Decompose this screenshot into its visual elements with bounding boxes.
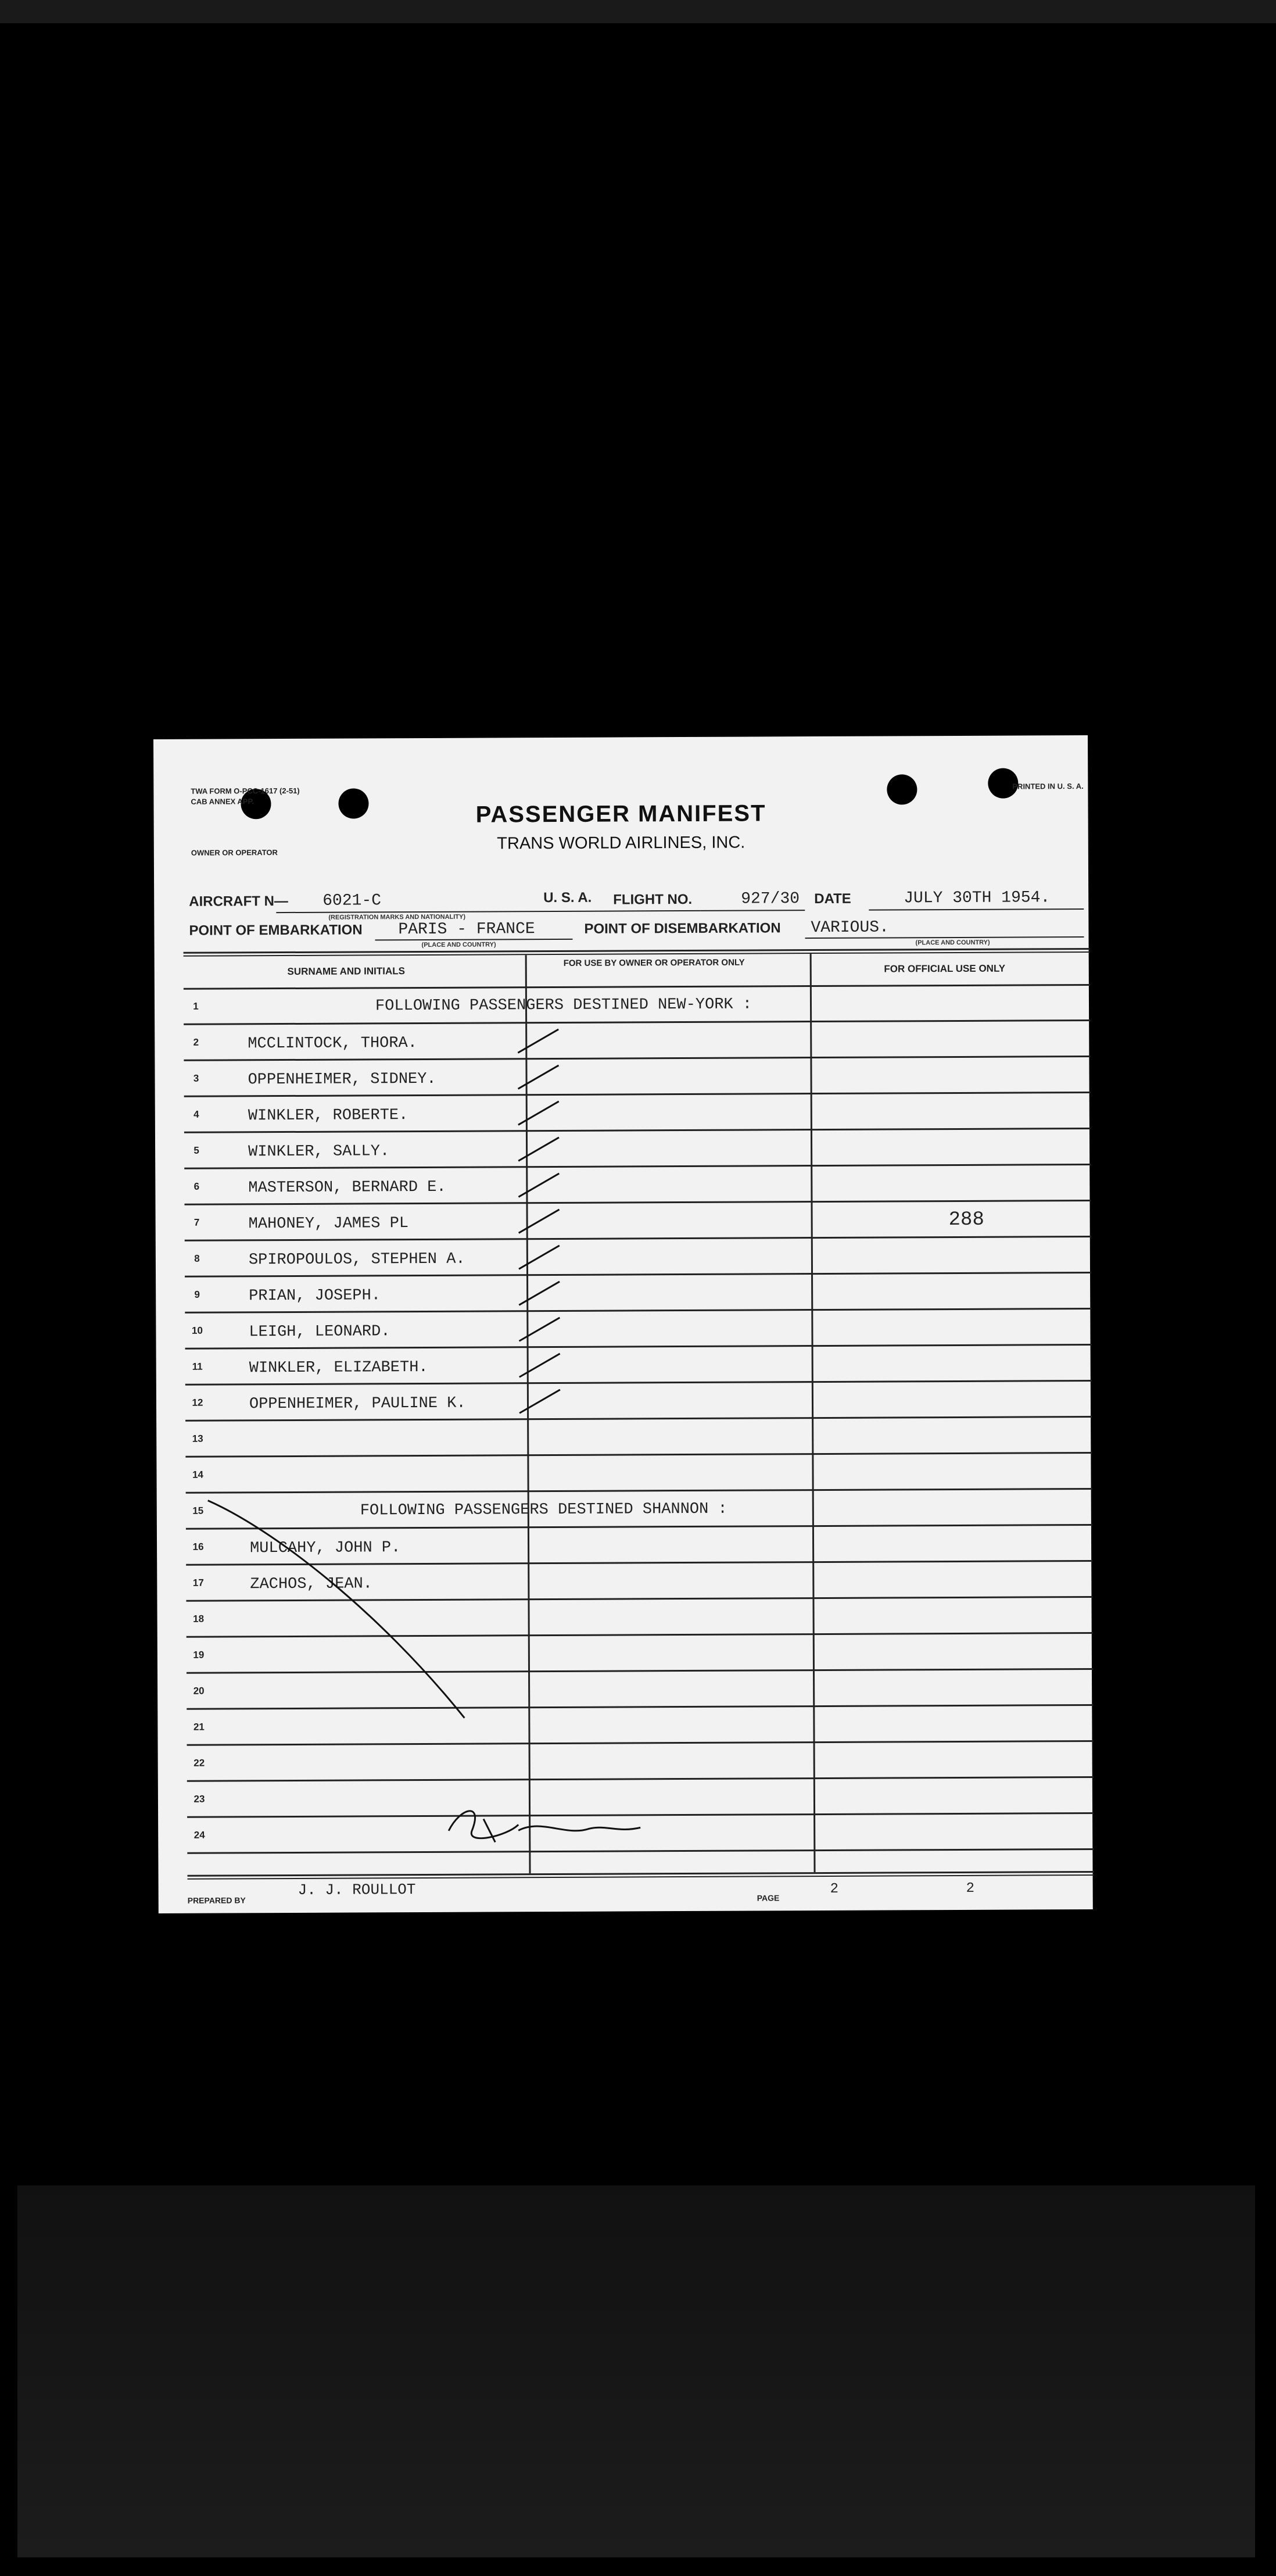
- passenger-name: WINKLER, SALLY.: [248, 1143, 390, 1161]
- flight-number: 927/30: [741, 890, 800, 908]
- row-number: 24: [193, 1829, 205, 1841]
- check-mark: [519, 1210, 560, 1233]
- row-number: 9: [194, 1289, 200, 1300]
- check-mark: [519, 1282, 560, 1305]
- flight-label: FLIGHT NO.: [613, 891, 693, 908]
- row-number: 23: [193, 1793, 205, 1805]
- manifest-page: [153, 735, 1093, 1913]
- check-mark: [519, 1318, 560, 1341]
- prepared-by-value: J. J. ROULLOT: [298, 1881, 416, 1899]
- row-number: 18: [193, 1613, 205, 1625]
- embarkation-value: PARIS - FRANCE: [398, 920, 535, 939]
- row-number: 5: [193, 1144, 199, 1156]
- handwritten-marks: [153, 735, 1093, 1913]
- official-use-entry: 288: [948, 1208, 984, 1232]
- row-number: 3: [193, 1072, 199, 1084]
- passenger-name: MCCLINTOCK, THORA.: [248, 1035, 418, 1053]
- passenger-name: SPIROPOULOS, STEPHEN A.: [248, 1250, 465, 1269]
- cab-approval: CAB ANNEX APP.: [191, 797, 255, 806]
- check-mark: [519, 1354, 560, 1377]
- row-number: 21: [193, 1721, 205, 1733]
- page-total: 2: [966, 1880, 975, 1897]
- check-mark: [518, 1065, 558, 1089]
- prepared-by-label: PREPARED BY: [187, 1895, 246, 1905]
- form-number: TWA FORM O-PCC-1617 (2-51): [191, 786, 300, 796]
- aircraft-label: AIRCRAFT N—: [189, 893, 288, 910]
- check-mark: [518, 1101, 559, 1125]
- check-mark: [519, 1246, 560, 1269]
- row-number: 19: [193, 1649, 205, 1661]
- diagonal-strike-line: [208, 1500, 465, 1719]
- check-mark: [518, 1029, 558, 1053]
- row-number: 16: [192, 1541, 204, 1552]
- page-title: PASSENGER MANIFEST: [475, 800, 766, 828]
- passenger-name: MASTERSON, BERNARD E.: [248, 1178, 446, 1197]
- row-number: 10: [191, 1325, 203, 1336]
- owner-label: OWNER OR OPERATOR: [191, 848, 278, 857]
- passenger-name: OPPENHEIMER, PAULINE K.: [249, 1394, 466, 1414]
- row-number: 14: [192, 1469, 204, 1480]
- destination-notice: FOLLOWING PASSENGERS DESTINED NEW-YORK :: [375, 996, 752, 1015]
- passenger-name: WINKLER, ROBERTE.: [248, 1107, 408, 1125]
- date-label: DATE: [814, 890, 851, 907]
- scan-top-band: [0, 0, 1276, 23]
- column-header-surname: SURNAME AND INITIALS: [287, 965, 406, 977]
- check-marks: [518, 1029, 560, 1413]
- row-number: 1: [193, 1000, 199, 1012]
- registration-caption: (REGISTRATION MARKS AND NATIONALITY): [328, 913, 466, 921]
- embarkation-caption: (PLACE AND COUNTRY): [421, 941, 496, 949]
- passenger-name: MULCAHY, JOHN P.: [250, 1539, 401, 1558]
- passenger-name: OPPENHEIMER, SIDNEY.: [248, 1070, 436, 1089]
- disembarkation-value: VARIOUS.: [811, 918, 889, 938]
- destination-notice: FOLLOWING PASSENGERS DESTINED SHANNON :: [360, 1500, 727, 1520]
- check-mark: [519, 1390, 560, 1413]
- passenger-name: MAHONEY, JAMES PL: [248, 1215, 409, 1233]
- row-number: 12: [192, 1397, 203, 1408]
- date-value: JULY 30TH 1954.: [904, 889, 1051, 908]
- column-header-owner-use: FOR USE BY OWNER OR OPERATOR ONLY: [563, 957, 745, 968]
- country-label: U. S. A.: [543, 889, 592, 906]
- check-mark: [518, 1173, 559, 1197]
- printed-usa: PRINTED IN U. S. A.: [1012, 782, 1084, 791]
- row-number: 15: [192, 1505, 204, 1516]
- embarkation-label: POINT OF EMBARKATION: [189, 922, 363, 939]
- row-number: 17: [192, 1577, 204, 1588]
- row-number: 20: [193, 1685, 205, 1697]
- row-number: 7: [193, 1217, 200, 1228]
- column-header-official-use: FOR OFFICIAL USE ONLY: [884, 963, 1006, 975]
- row-number: 2: [193, 1036, 199, 1048]
- passenger-name: PRIAN, JOSEPH.: [249, 1287, 381, 1305]
- passenger-name: WINKLER, ELIZABETH.: [249, 1358, 428, 1378]
- disembarkation-caption: (PLACE AND COUNTRY): [915, 939, 990, 947]
- row-number: 6: [193, 1180, 200, 1192]
- scan-bottom-band: [17, 2185, 1255, 2557]
- airline-name: TRANS WORLD AIRLINES, INC.: [497, 833, 745, 853]
- row-number: 11: [192, 1361, 203, 1372]
- page-number: 2: [830, 1881, 839, 1897]
- page-label: PAGE: [757, 1893, 780, 1903]
- check-mark: [518, 1137, 559, 1161]
- row-number: 4: [193, 1108, 199, 1120]
- disembarkation-label: POINT OF DISEMBARKATION: [584, 920, 781, 937]
- signature-scrawl: [449, 1811, 640, 1842]
- passenger-name: LEIGH, LEONARD.: [249, 1323, 390, 1341]
- row-number: 22: [193, 1757, 205, 1769]
- aircraft-value: 6021-C: [322, 892, 382, 910]
- passenger-name: ZACHOS, JEAN.: [250, 1575, 373, 1594]
- row-number: 8: [194, 1253, 200, 1264]
- row-number: 13: [192, 1433, 203, 1444]
